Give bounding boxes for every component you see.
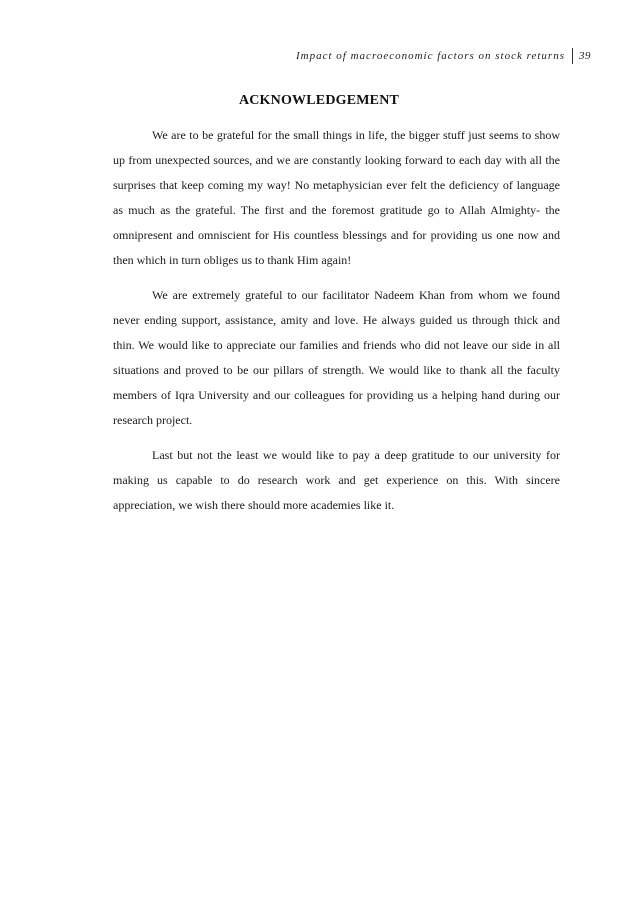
paragraph: We are to be grateful for the small things in life, the bigger stuff just seems to show up from unexpected sources, and we are constantly looking forward to each day with all the surprises that keep coming my way! No metaphysician ever felt the deficiency of language as much as the grateful. The first and the foremost gratitude go to Allah Almighty- the omnipresent and omniscient for His countless blessings and for providing us one now and then which in turn obliges us to thank Him again! bbox=[113, 128, 560, 267]
paragraph: We are extremely grateful to our facilitator Nadeem Khan from whom we found never ending support, assistance, amity and love. He always guided us through thick and thin. We would like to appreciate our families and friends who did not leave our side in all situations and proved to be our pillars of strength. We would like to thank all the faculty members of Iqra University and our colleagues for providing us a helping hand during our research project. bbox=[113, 288, 560, 427]
body-text bbox=[113, 123, 560, 528]
page-number: 39 bbox=[579, 50, 591, 62]
paragraph: Last but not the least we would like to pay a deep gratitude to our university for making us capable to do research work and get experience on this. With sincere appreciation, we wish there should more academies like it. bbox=[113, 448, 560, 512]
header-divider bbox=[572, 48, 573, 64]
running-header bbox=[296, 48, 591, 64]
page-title: ACKNOWLEDGEMENT bbox=[238, 93, 400, 108]
running-title: Impact of macroeconomic factors on stock returns bbox=[296, 50, 565, 62]
